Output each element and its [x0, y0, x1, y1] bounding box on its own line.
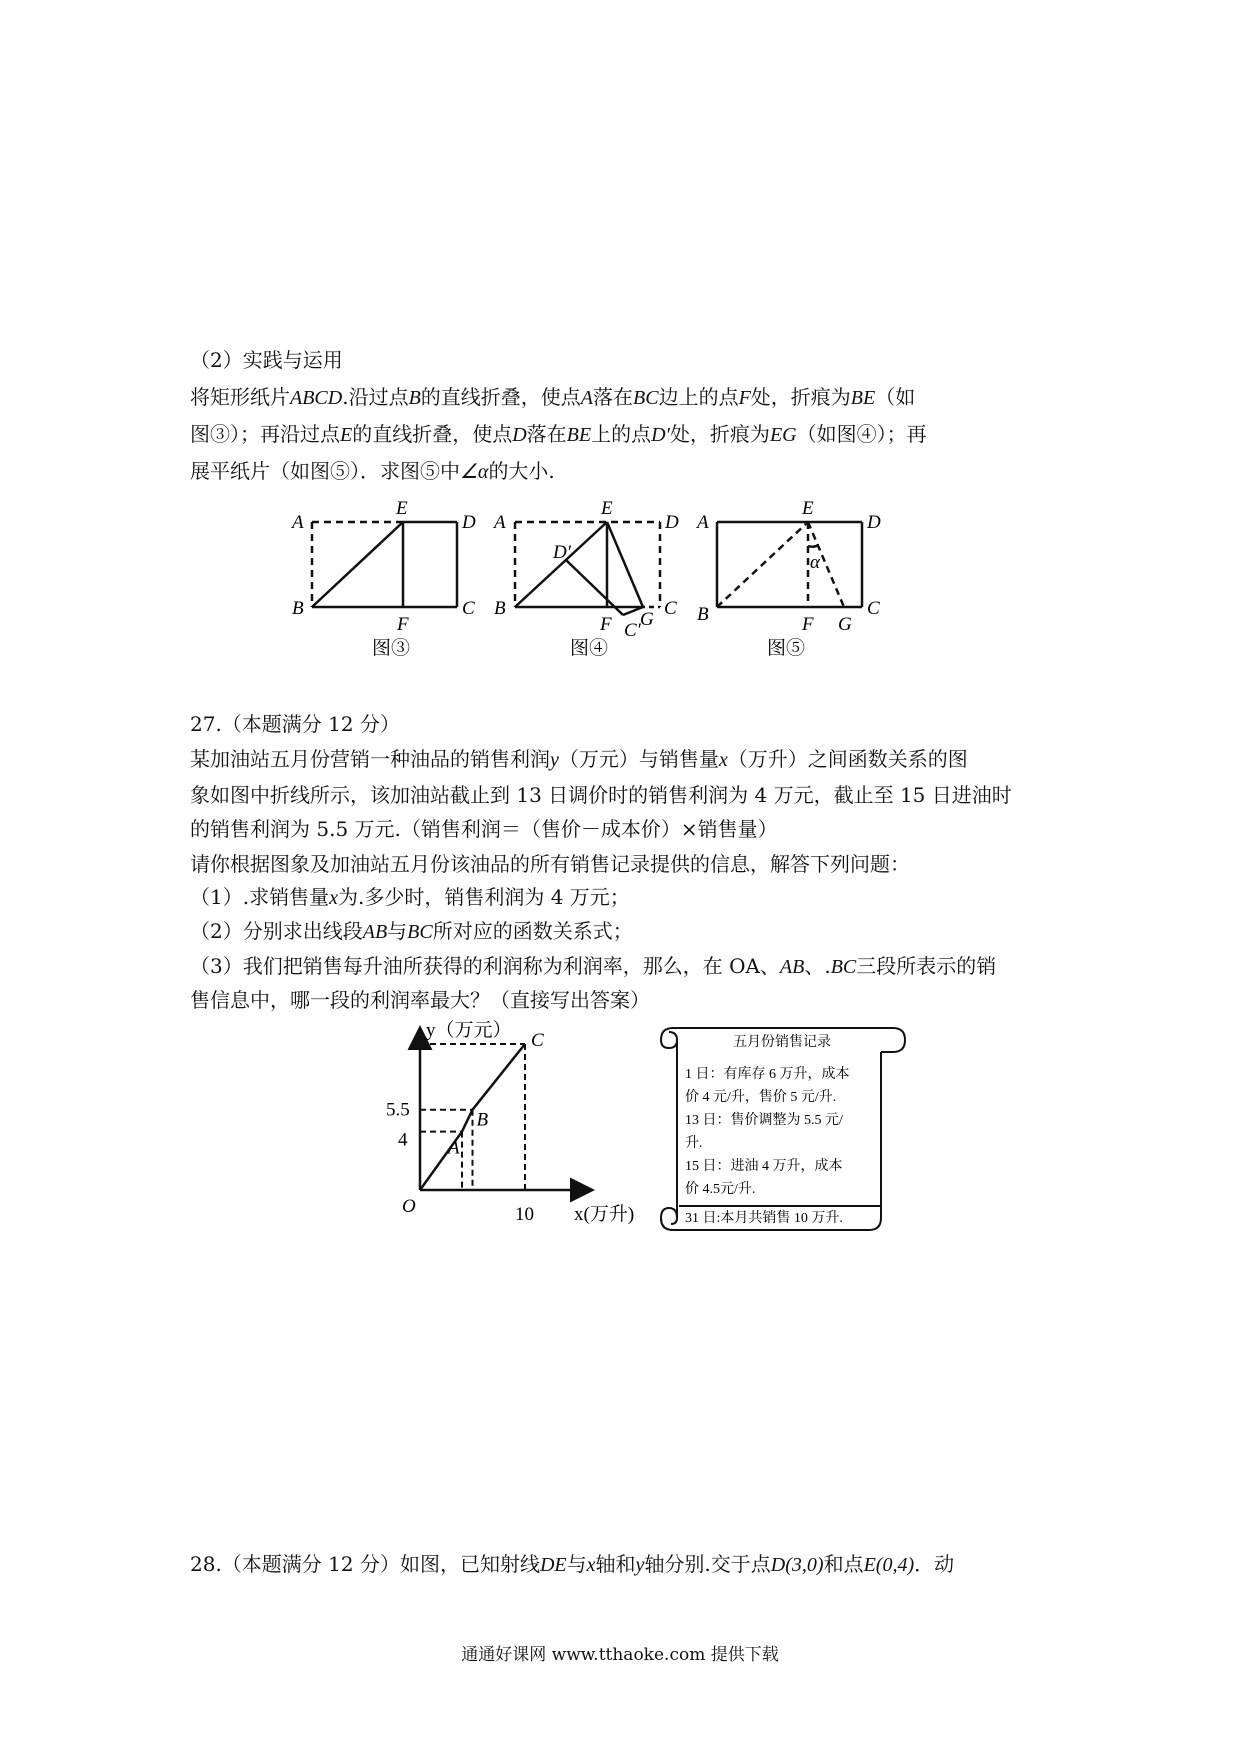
text: 轴分别.交于点 — [644, 1552, 771, 1576]
text: （2）分别求出线段 — [190, 919, 363, 943]
chart-point-a-label: A — [448, 1137, 460, 1159]
chart-point-c-label: C — [531, 1030, 544, 1051]
math: BE — [850, 387, 876, 409]
scroll-bottom-curl — [661, 1208, 677, 1230]
text: 三段所表示的销 — [856, 954, 997, 978]
math: ABCD — [290, 387, 343, 409]
q27-line-2: 象如图中折线所示，该加油站截止到 13 日调价时的销售利润为 4 万元，截止至 15 日进油时 — [190, 783, 1012, 807]
math: A — [580, 387, 594, 409]
text: 28.（本题满分 12 分）如图，已知射线 — [190, 1552, 540, 1576]
chart-xlabel: x(万升) — [574, 1204, 635, 1225]
math: ∠α — [460, 461, 489, 483]
math: DE — [539, 1554, 567, 1576]
math: B — [408, 387, 421, 409]
chart-point-b-label: B — [476, 1109, 489, 1131]
fig3-label-a: A — [292, 512, 304, 533]
chart-ytick-4: 4 — [398, 1129, 408, 1151]
text: 轴和 — [595, 1552, 636, 1576]
record-line-7: 31 日:本月共销售 10 万升. — [685, 1211, 843, 1226]
text: （3）我们把销售每升油所获得的利润称为利润率，那么，在 OA、 — [190, 954, 780, 978]
fig4-label-b: B — [494, 598, 506, 619]
record-line-4: 升. — [685, 1136, 703, 1151]
record-line-6: 价 4.5元/升. — [685, 1182, 756, 1197]
text: ．动 — [914, 1552, 955, 1576]
text: 落在 — [593, 385, 634, 409]
fig5-label-alpha: α — [810, 552, 820, 573]
q27-subq-1 — [190, 883, 630, 912]
folding-figures — [0, 490, 1240, 670]
fig4-crease-be — [515, 522, 607, 607]
text: （如 — [875, 385, 916, 409]
fig5-label-f: F — [802, 614, 814, 635]
text: 、. — [804, 954, 831, 978]
q27-subq-3 — [190, 952, 996, 981]
text: 处，折痕为 — [669, 422, 770, 446]
fig3-crease-be — [312, 522, 403, 607]
math: y — [635, 1554, 645, 1576]
text: （1）.求销售量 — [190, 885, 330, 909]
text: 与 — [387, 919, 408, 943]
sales-record-scroll — [655, 1024, 915, 1234]
text: 的直线折叠，使点 — [420, 385, 581, 409]
record-line-1: 1 日：有库存 6 万升，成本 — [685, 1067, 850, 1082]
q27-subq-3-cont: 售信息中，哪一段的利润率最大？（直接写出答案） — [190, 988, 650, 1012]
fig4-label-d: D — [665, 512, 679, 533]
fig5-label-e: E — [802, 498, 814, 519]
text: 展平纸片（如图⑤）．求图⑤中 — [190, 459, 460, 483]
fig5-angle-arc — [808, 545, 818, 547]
text: 的大小. — [488, 459, 555, 483]
fig3-label-f: F — [397, 614, 409, 635]
math: BC — [407, 921, 433, 943]
fig5-label-d: D — [867, 512, 881, 533]
q27-line-3: 的销售利润为 5.5 万元.（销售利润＝（售价－成本价）×销售量） — [190, 817, 778, 841]
fig3-label-e: E — [396, 498, 408, 519]
text: 的直线折叠，使点 — [352, 422, 513, 446]
fig3-label-c: C — [462, 598, 475, 619]
text: 与 — [566, 1552, 587, 1576]
q28-line — [190, 1550, 954, 1579]
text: 落在 — [526, 422, 567, 446]
paragraph-line-1 — [190, 383, 915, 412]
math: x — [329, 887, 338, 909]
fig4-label-cprime: C′ — [624, 620, 641, 641]
fig5-label-a: A — [697, 512, 709, 533]
fig3-caption: 图③ — [372, 637, 411, 659]
chart-ylabel: y（万元） — [426, 1020, 512, 1041]
text: 边上的点 — [658, 385, 739, 409]
q27-title: 27.（本题满分 12 分） — [190, 712, 400, 736]
text: 图③）；再沿过点 — [190, 422, 340, 446]
fig3-label-b: B — [292, 598, 304, 619]
paragraph-line-2 — [190, 420, 927, 449]
text: 上的点 — [591, 422, 652, 446]
text: 将矩形纸片 — [190, 385, 290, 409]
math: BC — [830, 956, 857, 978]
fig5-caption: 图⑤ — [767, 637, 806, 659]
fig5-label-g: G — [838, 614, 852, 635]
math: D(3,0) — [770, 1554, 824, 1576]
record-line-5: 15 日：进油 4 万升，成本 — [685, 1159, 843, 1174]
text: 处，折痕为 — [750, 385, 851, 409]
math: x — [718, 749, 728, 771]
fig4-caption: 图④ — [570, 637, 609, 659]
math: AB — [779, 956, 805, 978]
section-heading: （2）实践与运用 — [190, 348, 343, 372]
record-line-2: 价 4 元/升，售价 5 元/升. — [685, 1090, 837, 1105]
math: y — [550, 749, 559, 771]
fig5-label-c: C — [867, 598, 880, 619]
text: .沿过点 — [342, 385, 409, 409]
fig4-crease-eg — [607, 522, 643, 607]
math: x — [586, 1554, 596, 1576]
footer-credit: 通通好课网 www.tthaoke.com 提供下载 — [461, 1645, 779, 1665]
fig5-crease-be — [717, 522, 808, 607]
math: EG — [769, 424, 797, 446]
chart-ytick-5-5: 5.5 — [386, 1099, 410, 1121]
text: 和点 — [823, 1552, 864, 1576]
record-title: 五月份销售记录 — [733, 1034, 831, 1050]
math: D — [512, 424, 527, 446]
fig4-label-a: A — [494, 512, 506, 533]
math: AB — [362, 921, 388, 943]
chart-xtick-10: 10 — [515, 1204, 534, 1225]
text: 所对应的函数关系式； — [432, 919, 633, 943]
chart-origin-label: O — [402, 1196, 416, 1217]
fig4-label-dprime: D′ — [553, 542, 571, 563]
text: 某加油站五月份营销一种油品的销售利润 — [190, 747, 550, 771]
q27-subq-2 — [190, 917, 633, 946]
q27-line-4: 请你根据图象及加油站五月份该油品的所有销售记录提供的信息，解答下列问题： — [190, 852, 910, 876]
text: （如图④）；再 — [796, 422, 927, 446]
text: （万元）与销售量 — [558, 747, 719, 771]
math: BE — [566, 424, 592, 446]
text: （万升）之间函数关系的图 — [727, 747, 968, 771]
fig4-label-e: E — [601, 498, 613, 519]
math: F — [738, 387, 751, 409]
profit-chart — [380, 1000, 635, 1240]
fig4-label-c: C — [664, 598, 677, 619]
text: 为.多少时，销售利润为 4 万元； — [337, 885, 630, 909]
profit-polyline — [420, 1044, 525, 1190]
fig5-label-b: B — [697, 604, 709, 625]
paragraph-line-3 — [190, 457, 555, 486]
q27-line-1 — [190, 745, 968, 774]
record-line-3: 13 日：售价调整为 5.5 元/ — [685, 1113, 843, 1128]
math: E — [340, 424, 353, 446]
scroll-top-curl — [661, 1028, 677, 1048]
fig4-label-g: G — [640, 609, 654, 630]
fig3-label-d: D — [462, 512, 476, 533]
math: BC — [633, 387, 659, 409]
math: E(0,4) — [863, 1554, 915, 1576]
fig4-label-f: F — [600, 614, 612, 635]
math: D′ — [651, 424, 670, 446]
